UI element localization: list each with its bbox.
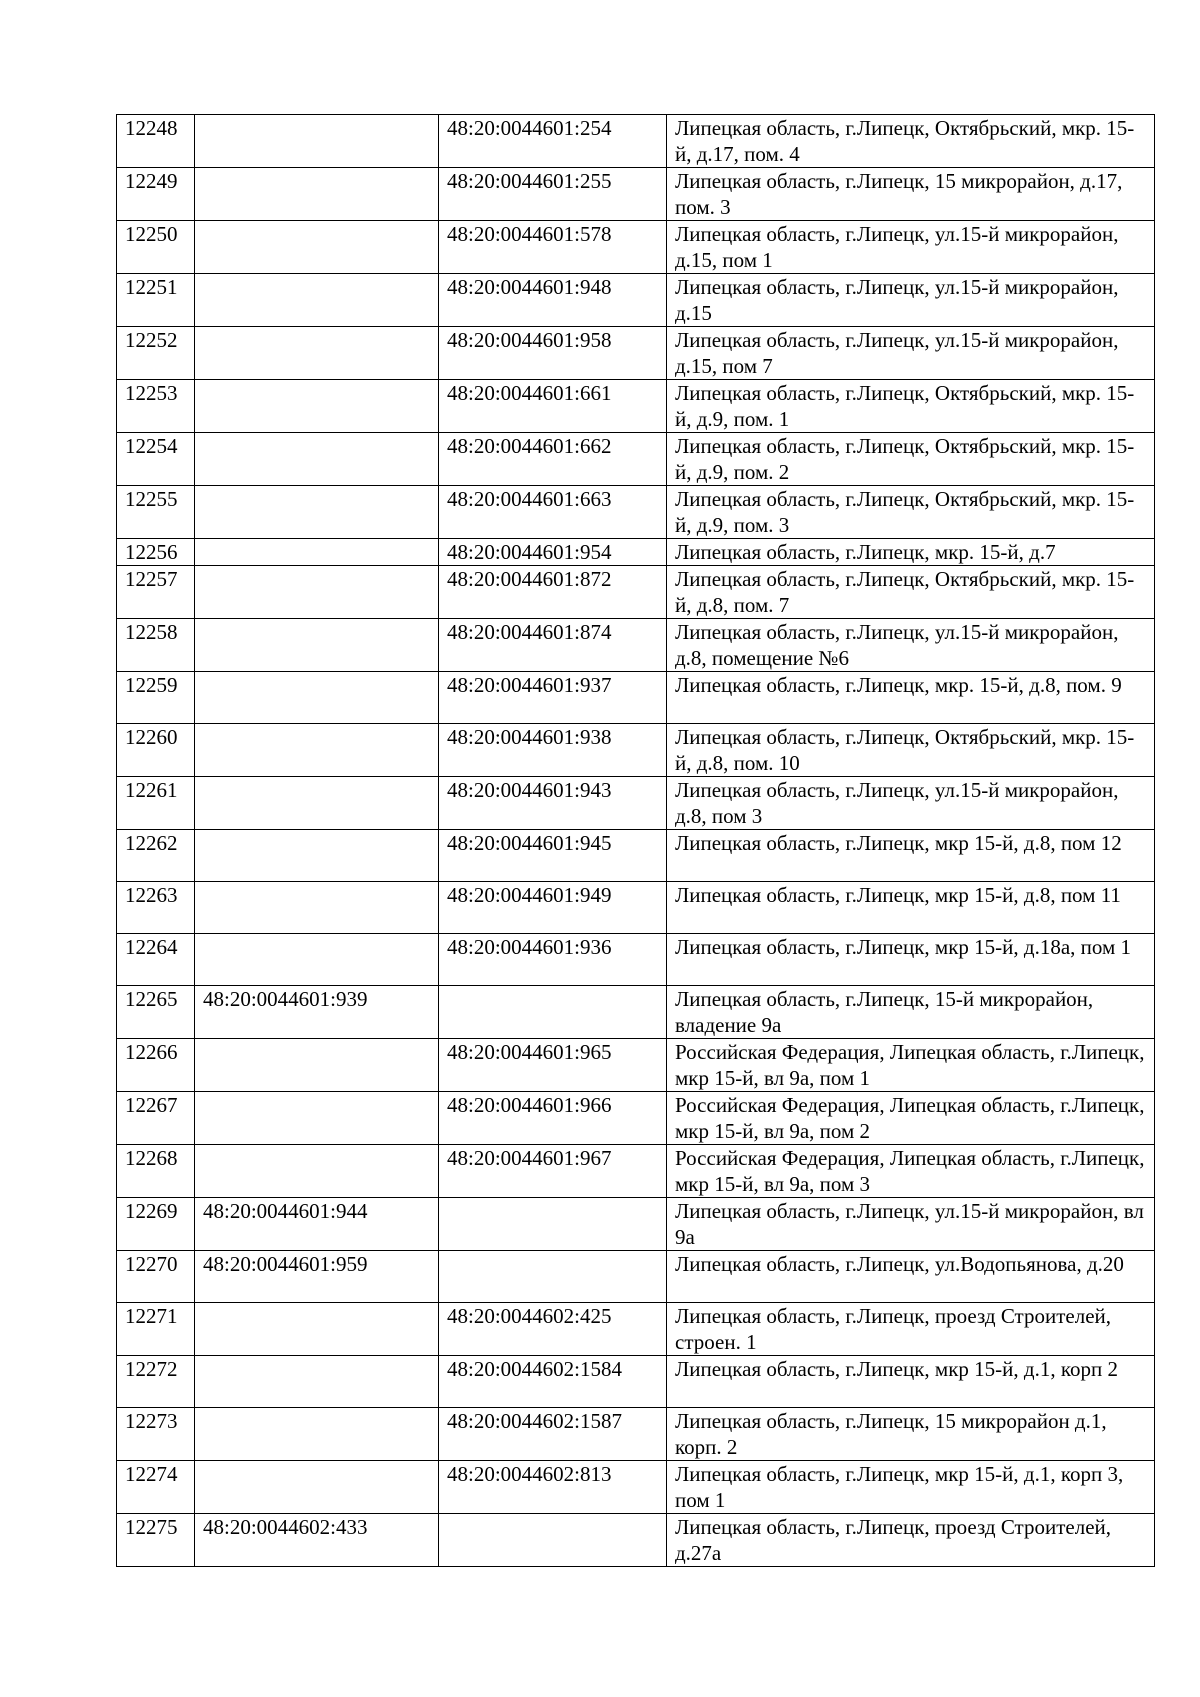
table-row bbox=[117, 115, 1155, 168]
address: Липецкая область, г.Липецк, 15-й микрорайон, владение 9а bbox=[667, 986, 1155, 1039]
object-cadastral-number bbox=[439, 1251, 667, 1303]
row-number: 12250 bbox=[117, 221, 195, 274]
row-number: 12267 bbox=[117, 1092, 195, 1145]
object-cadastral-number: 48:20:0044601:936 bbox=[439, 934, 667, 986]
row-number: 12252 bbox=[117, 327, 195, 380]
land-cadastral-number bbox=[195, 566, 439, 619]
object-cadastral-number: 48:20:0044602:813 bbox=[439, 1461, 667, 1514]
row-number: 12255 bbox=[117, 486, 195, 539]
registry-table-body bbox=[117, 115, 1155, 1567]
land-cadastral-number: 48:20:0044602:433 bbox=[195, 1514, 439, 1567]
row-number: 12251 bbox=[117, 274, 195, 327]
land-cadastral-number bbox=[195, 115, 439, 168]
land-cadastral-number bbox=[195, 777, 439, 830]
land-cadastral-number bbox=[195, 882, 439, 934]
object-cadastral-number: 48:20:0044601:966 bbox=[439, 1092, 667, 1145]
table-row bbox=[117, 1198, 1155, 1251]
address: Липецкая область, г.Липецк, Октябрьский, мкр. 15-й, д.8, пом. 7 bbox=[667, 566, 1155, 619]
address: Липецкая область, г.Липецк, Октябрьский, мкр. 15-й, д.9, пом. 2 bbox=[667, 433, 1155, 486]
table-row bbox=[117, 724, 1155, 777]
land-cadastral-number bbox=[195, 934, 439, 986]
object-cadastral-number: 48:20:0044601:661 bbox=[439, 380, 667, 433]
object-cadastral-number: 48:20:0044602:425 bbox=[439, 1303, 667, 1356]
address: Липецкая область, г.Липецк, ул.15-й микрорайон, д.15, пом 1 bbox=[667, 221, 1155, 274]
address: Липецкая область, г.Липецк, Октябрьский, мкр. 15-й, д.9, пом. 3 bbox=[667, 486, 1155, 539]
address: Липецкая область, г.Липецк, проезд Строителей, строен. 1 bbox=[667, 1303, 1155, 1356]
table-row bbox=[117, 327, 1155, 380]
object-cadastral-number: 48:20:0044601:254 bbox=[439, 115, 667, 168]
row-number: 12259 bbox=[117, 672, 195, 724]
table-row bbox=[117, 1303, 1155, 1356]
address: Липецкая область, г.Липецк, 15 микрорайон, д.17, пом. 3 bbox=[667, 168, 1155, 221]
land-cadastral-number bbox=[195, 724, 439, 777]
object-cadastral-number: 48:20:0044601:874 bbox=[439, 619, 667, 672]
table-row bbox=[117, 1092, 1155, 1145]
table-row bbox=[117, 986, 1155, 1039]
row-number: 12260 bbox=[117, 724, 195, 777]
table-row bbox=[117, 672, 1155, 724]
object-cadastral-number: 48:20:0044601:943 bbox=[439, 777, 667, 830]
land-cadastral-number bbox=[195, 1145, 439, 1198]
table-row bbox=[117, 1408, 1155, 1461]
table-row bbox=[117, 1145, 1155, 1198]
land-cadastral-number: 48:20:0044601:959 bbox=[195, 1251, 439, 1303]
address: Липецкая область, г.Липецк, мкр 15-й, д.1, корп 2 bbox=[667, 1356, 1155, 1408]
address: Липецкая область, г.Липецк, мкр 15-й, д.8, пом 11 bbox=[667, 882, 1155, 934]
address: Липецкая область, г.Липецк, ул.15-й микрорайон, д.15, пом 7 bbox=[667, 327, 1155, 380]
object-cadastral-number: 48:20:0044601:872 bbox=[439, 566, 667, 619]
row-number: 12274 bbox=[117, 1461, 195, 1514]
address: Липецкая область, г.Липецк, Октябрьский, мкр. 15-й, д.8, пом. 10 bbox=[667, 724, 1155, 777]
table-row bbox=[117, 1356, 1155, 1408]
table-row bbox=[117, 1514, 1155, 1567]
row-number: 12264 bbox=[117, 934, 195, 986]
table-row bbox=[117, 380, 1155, 433]
object-cadastral-number: 48:20:0044601:954 bbox=[439, 539, 667, 566]
row-number: 12275 bbox=[117, 1514, 195, 1567]
address: Липецкая область, г.Липецк, ул.15-й микрорайон, д.15 bbox=[667, 274, 1155, 327]
land-cadastral-number bbox=[195, 1092, 439, 1145]
table-row bbox=[117, 830, 1155, 882]
row-number: 12268 bbox=[117, 1145, 195, 1198]
table-row bbox=[117, 566, 1155, 619]
table-row bbox=[117, 221, 1155, 274]
table-row bbox=[117, 1039, 1155, 1092]
object-cadastral-number bbox=[439, 1514, 667, 1567]
land-cadastral-number bbox=[195, 619, 439, 672]
object-cadastral-number bbox=[439, 1198, 667, 1251]
land-cadastral-number bbox=[195, 168, 439, 221]
land-cadastral-number bbox=[195, 1039, 439, 1092]
land-cadastral-number bbox=[195, 380, 439, 433]
land-cadastral-number bbox=[195, 274, 439, 327]
row-number: 12273 bbox=[117, 1408, 195, 1461]
table-row bbox=[117, 882, 1155, 934]
land-cadastral-number bbox=[195, 486, 439, 539]
object-cadastral-number: 48:20:0044601:967 bbox=[439, 1145, 667, 1198]
object-cadastral-number: 48:20:0044602:1584 bbox=[439, 1356, 667, 1408]
address: Российская Федерация, Липецкая область, г.Липецк, мкр 15-й, вл 9а, пом 1 bbox=[667, 1039, 1155, 1092]
land-cadastral-number bbox=[195, 539, 439, 566]
address: Липецкая область, г.Липецк, проезд Строителей, д.27а bbox=[667, 1514, 1155, 1567]
row-number: 12272 bbox=[117, 1356, 195, 1408]
object-cadastral-number: 48:20:0044601:937 bbox=[439, 672, 667, 724]
row-number: 12256 bbox=[117, 539, 195, 566]
address: Липецкая область, г.Липецк, мкр. 15-й, д.7 bbox=[667, 539, 1155, 566]
table-row bbox=[117, 1461, 1155, 1514]
land-cadastral-number: 48:20:0044601:944 bbox=[195, 1198, 439, 1251]
row-number: 12249 bbox=[117, 168, 195, 221]
object-cadastral-number: 48:20:0044601:578 bbox=[439, 221, 667, 274]
land-cadastral-number bbox=[195, 1303, 439, 1356]
address: Липецкая область, г.Липецк, мкр 15-й, д.18а, пом 1 bbox=[667, 934, 1155, 986]
table-row bbox=[117, 934, 1155, 986]
address: Липецкая область, г.Липецк, Октябрьский, мкр. 15-й, д.9, пом. 1 bbox=[667, 380, 1155, 433]
address: Российская Федерация, Липецкая область, г.Липецк, мкр 15-й, вл 9а, пом 2 bbox=[667, 1092, 1155, 1145]
land-cadastral-number bbox=[195, 1461, 439, 1514]
row-number: 12258 bbox=[117, 619, 195, 672]
table-row bbox=[117, 539, 1155, 566]
object-cadastral-number: 48:20:0044601:662 bbox=[439, 433, 667, 486]
table-row bbox=[117, 777, 1155, 830]
address: Липецкая область, г.Липецк, мкр 15-й, д.1, корп 3, пом 1 bbox=[667, 1461, 1155, 1514]
object-cadastral-number: 48:20:0044601:949 bbox=[439, 882, 667, 934]
object-cadastral-number: 48:20:0044601:255 bbox=[439, 168, 667, 221]
table-row bbox=[117, 1251, 1155, 1303]
row-number: 12266 bbox=[117, 1039, 195, 1092]
row-number: 12271 bbox=[117, 1303, 195, 1356]
address: Липецкая область, г.Липецк, мкр 15-й, д.8, пом 12 bbox=[667, 830, 1155, 882]
land-cadastral-number bbox=[195, 830, 439, 882]
object-cadastral-number: 48:20:0044601:945 bbox=[439, 830, 667, 882]
object-cadastral-number: 48:20:0044602:1587 bbox=[439, 1408, 667, 1461]
row-number: 12269 bbox=[117, 1198, 195, 1251]
address: Липецкая область, г.Липецк, ул.15-й микрорайон, вл 9а bbox=[667, 1198, 1155, 1251]
object-cadastral-number: 48:20:0044601:938 bbox=[439, 724, 667, 777]
row-number: 12254 bbox=[117, 433, 195, 486]
table-row bbox=[117, 619, 1155, 672]
land-cadastral-number bbox=[195, 433, 439, 486]
address: Липецкая область, г.Липецк, мкр. 15-й, д.8, пом. 9 bbox=[667, 672, 1155, 724]
land-cadastral-number bbox=[195, 327, 439, 380]
address: Российская Федерация, Липецкая область, г.Липецк, мкр 15-й, вл 9а, пом 3 bbox=[667, 1145, 1155, 1198]
row-number: 12257 bbox=[117, 566, 195, 619]
object-cadastral-number bbox=[439, 986, 667, 1039]
row-number: 12248 bbox=[117, 115, 195, 168]
land-cadastral-number bbox=[195, 672, 439, 724]
object-cadastral-number: 48:20:0044601:663 bbox=[439, 486, 667, 539]
land-cadastral-number: 48:20:0044601:939 bbox=[195, 986, 439, 1039]
land-cadastral-number bbox=[195, 1356, 439, 1408]
object-cadastral-number: 48:20:0044601:965 bbox=[439, 1039, 667, 1092]
address: Липецкая область, г.Липецк, Октябрьский, мкр. 15-й, д.17, пом. 4 bbox=[667, 115, 1155, 168]
table-row bbox=[117, 274, 1155, 327]
address: Липецкая область, г.Липецк, ул.Водопьянова, д.20 bbox=[667, 1251, 1155, 1303]
table-row bbox=[117, 168, 1155, 221]
address: Липецкая область, г.Липецк, ул.15-й микрорайон, д.8, помещение №6 bbox=[667, 619, 1155, 672]
row-number: 12270 bbox=[117, 1251, 195, 1303]
object-cadastral-number: 48:20:0044601:948 bbox=[439, 274, 667, 327]
object-cadastral-number: 48:20:0044601:958 bbox=[439, 327, 667, 380]
address: Липецкая область, г.Липецк, ул.15-й микрорайон, д.8, пом 3 bbox=[667, 777, 1155, 830]
row-number: 12253 bbox=[117, 380, 195, 433]
table-row bbox=[117, 486, 1155, 539]
address: Липецкая область, г.Липецк, 15 микрорайон д.1, корп. 2 bbox=[667, 1408, 1155, 1461]
row-number: 12265 bbox=[117, 986, 195, 1039]
registry-table bbox=[116, 114, 1155, 1567]
row-number: 12263 bbox=[117, 882, 195, 934]
table-row bbox=[117, 433, 1155, 486]
row-number: 12262 bbox=[117, 830, 195, 882]
land-cadastral-number bbox=[195, 221, 439, 274]
row-number: 12261 bbox=[117, 777, 195, 830]
land-cadastral-number bbox=[195, 1408, 439, 1461]
